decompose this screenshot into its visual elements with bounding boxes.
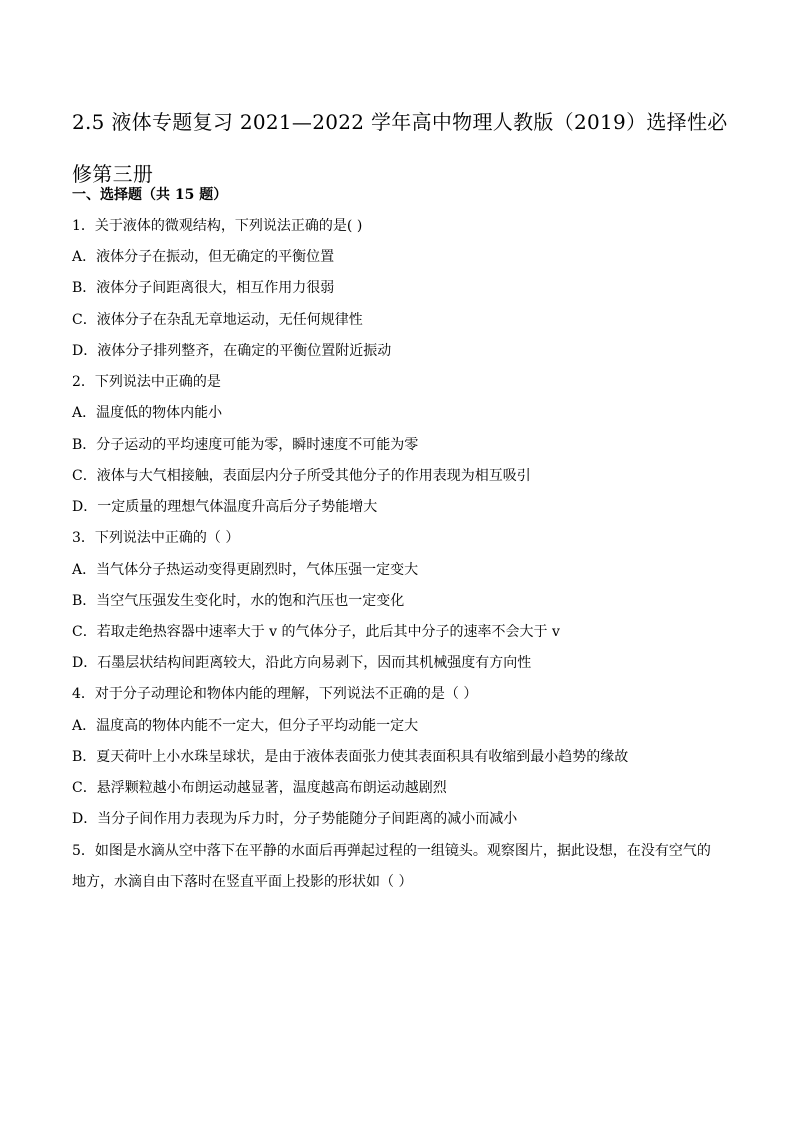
question-1-option-a: A．液体分子在振动，但无确定的平衡位置 bbox=[72, 249, 335, 265]
question-5-stem-line-2: 地方，水滴自由下落时在竖直平面上投影的形状如（ ） bbox=[72, 874, 413, 890]
question-3-option-b: B．当空气压强发生变化时，水的饱和汽压也一定变化 bbox=[72, 593, 405, 609]
question-1-option-b: B．液体分子间距离很大，相互作用力很弱 bbox=[72, 280, 335, 296]
question-4-option-b: B．夏天荷叶上小水珠呈球状，是由于液体表面张力使其表面积具有收缩到最小趋势的缘故 bbox=[72, 749, 629, 765]
question-2-stem: 2．下列说法中正确的是 bbox=[72, 374, 221, 390]
question-4-option-a: A．温度高的物体内能不一定大，但分子平均动能一定大 bbox=[72, 718, 419, 734]
question-2-option-d: D．一定质量的理想气体温度升高后分子势能增大 bbox=[72, 499, 378, 515]
question-4-option-d: D．当分子间作用力表现为斥力时，分子势能随分子间距离的减小而减小 bbox=[72, 811, 518, 827]
section-heading: 一、选择题（共 15 题） bbox=[72, 187, 228, 203]
question-2-option-a: A．温度低的物体内能小 bbox=[72, 405, 223, 421]
question-1-option-d: D．液体分子排列整齐，在确定的平衡位置附近振动 bbox=[72, 343, 392, 359]
question-3-option-a: A．当气体分子热运动变得更剧烈时，气体压强一定变大 bbox=[72, 562, 419, 578]
question-3-stem: 3．下列说法中正确的（ ） bbox=[72, 530, 240, 546]
question-3-option-c: C．若取走绝热容器中速率大于 v 的气体分子，此后其中分子的速率不会大于 v bbox=[72, 624, 560, 640]
question-2-option-c: C．液体与大气相接触，表面层内分子所受其他分子的作用表现为相互吸引 bbox=[72, 468, 531, 484]
question-3-option-d: D．石墨层状结构间距离较大，沿此方向易剥下，因而其机械强度有方向性 bbox=[72, 655, 532, 671]
question-1-option-c: C．液体分子在杂乱无章地运动，无任何规律性 bbox=[72, 312, 363, 328]
question-4-stem: 4．对于分子动理论和物体内能的理解，下列说法不正确的是（ ） bbox=[72, 686, 478, 702]
question-1-stem: 1．关于液体的微观结构，下列说法正确的是( ) bbox=[72, 218, 363, 234]
title-line-2: 修第三册 bbox=[72, 162, 154, 186]
title-line-1: 2.5 液体专题复习 2021—2022 学年高中物理人教版（2019）选择性必 bbox=[72, 110, 728, 134]
question-4-option-c: C．悬浮颗粒越小布朗运动越显著，温度越高布朗运动越剧烈 bbox=[72, 780, 447, 796]
question-2-option-b: B．分子运动的平均速度可能为零，瞬时速度不可能为零 bbox=[72, 437, 419, 453]
question-5-stem-line-1: 5．如图是水滴从空中落下在平静的水面后再弹起过程的一组镜头。观察图片，据此设想，在没有空气的 bbox=[72, 843, 711, 859]
